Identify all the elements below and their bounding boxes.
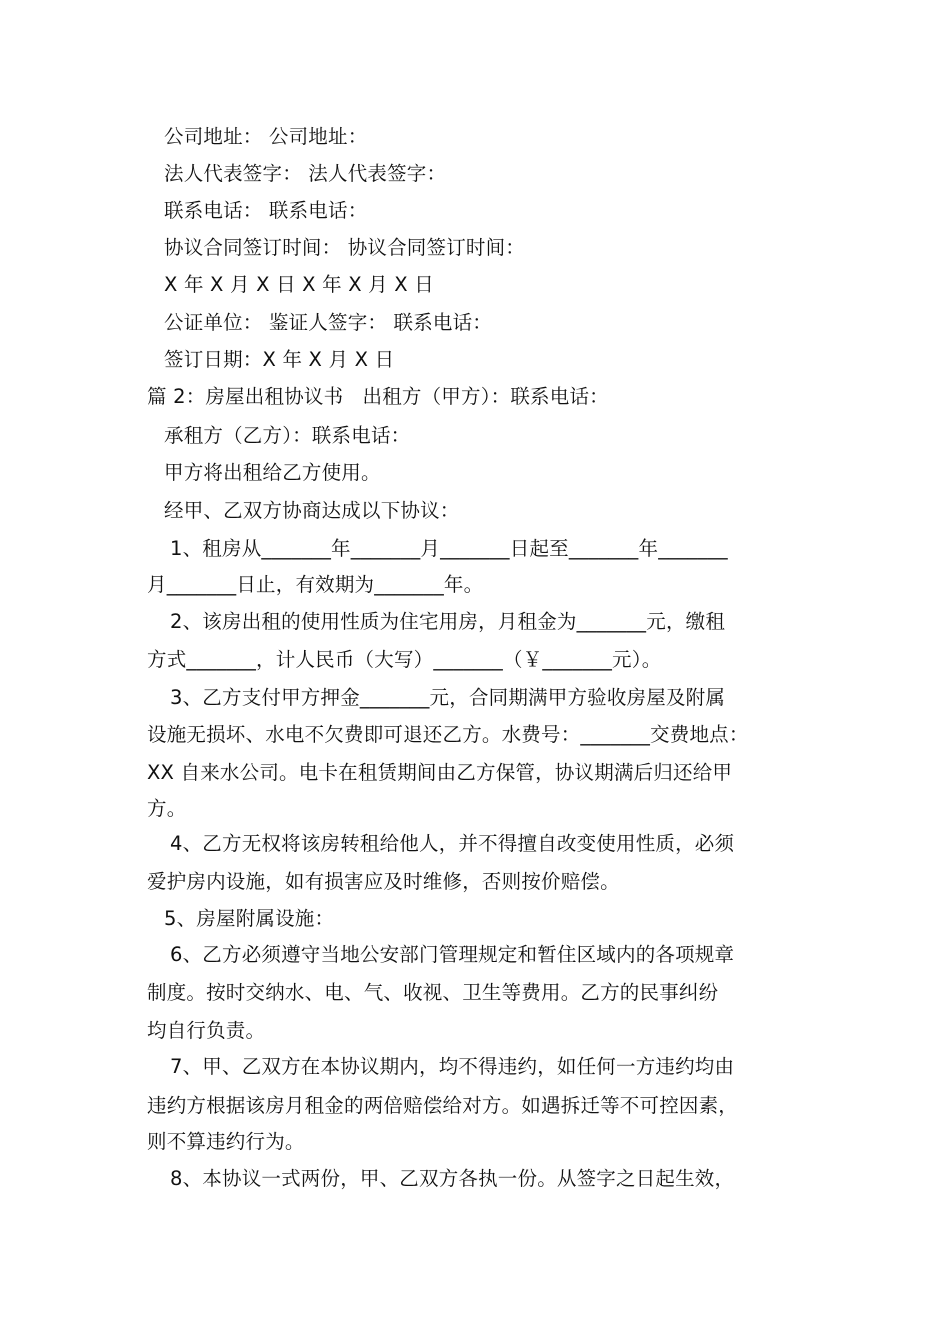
signing-date-placeholder-line: X 年 X 月 X 日 X 年 X 月 X 日 xyxy=(164,273,434,296)
clause-6-line-3: 均自行负责。 xyxy=(147,1019,266,1042)
clause-6-line-2: 制度。按时交纳水、电、气、收视、卫生等费用。乙方的民事纠纷 xyxy=(147,981,719,1004)
clause-3-line-3: XX 自来水公司。电卡在租赁期间由乙方保管，协议期满后归还给甲 xyxy=(147,761,733,784)
clause-4-line-2: 爱护房内设施，如有损害应及时维修，否则按价赔偿。 xyxy=(147,870,620,893)
clause-1-line-1: 1、租房从_______年_______月_______日起至_______年_______ xyxy=(170,537,728,560)
clause-7-line-2: 违约方根据该房月租金的两倍赔偿给对方。如遇拆迁等不可控因素， xyxy=(147,1094,739,1117)
legal-representative-signature-line: 法人代表签字： 法人代表签字： xyxy=(164,162,447,185)
rental-purpose-line: 甲方将出租给乙方使用。 xyxy=(164,461,381,484)
clause-2-line-2: 方式_______，计人民币（大写）_______（￥_______元）。 xyxy=(147,648,662,671)
company-address-line: 公司地址： 公司地址： xyxy=(164,125,368,148)
clause-2-line-1: 2、该房出租的使用性质为住宅用房，月租金为_______元，缴租 xyxy=(170,610,726,633)
clause-4-line-1: 4、乙方无权将该房转租给他人，并不得擅自改变使用性质，必须 xyxy=(170,832,735,855)
clause-6-line-1: 6、乙方必须遵守当地公安部门管理规定和暂住区域内的各项规章 xyxy=(170,943,735,966)
notary-line: 公证单位： 鉴证人签字： 联系电话： xyxy=(164,311,492,334)
signing-time-line: 协议合同签订时间： 协议合同签订时间： xyxy=(164,236,525,259)
clause-1-line-2: 月_______日止，有效期为_______年。 xyxy=(147,573,484,596)
clause-7-line-3: 则不算违约行为。 xyxy=(147,1130,305,1153)
clause-5-line: 5、房屋附属设施： xyxy=(164,907,335,930)
clause-3-line-4: 方。 xyxy=(147,797,187,820)
clause-8-line-1: 8、本协议一式两份，甲、乙双方各执一份。从签字之日起生效， xyxy=(170,1167,735,1190)
agreement-intro-line: 经甲、乙双方协商达成以下协议： xyxy=(164,499,460,522)
clause-3-line-1: 3、乙方支付甲方押金_______元，合同期满甲方验收房屋及附属 xyxy=(170,686,726,709)
signing-date-line: 签订日期：X 年 X 月 X 日 xyxy=(164,348,395,371)
contact-phone-line: 联系电话： 联系电话： xyxy=(164,199,368,222)
clause-3-line-2: 设施无损坏、水电不欠费即可退还乙方。水费号：_______交费地点： xyxy=(147,723,749,746)
tenant-line: 承租方（乙方）：联系电话： xyxy=(164,424,411,447)
section-heading: 篇 2：房屋出租协议书 出租方（甲方）：联系电话： xyxy=(147,385,609,408)
clause-7-line-1: 7、甲、乙双方在本协议期内，均不得违约，如任何一方违约均由 xyxy=(170,1055,735,1078)
